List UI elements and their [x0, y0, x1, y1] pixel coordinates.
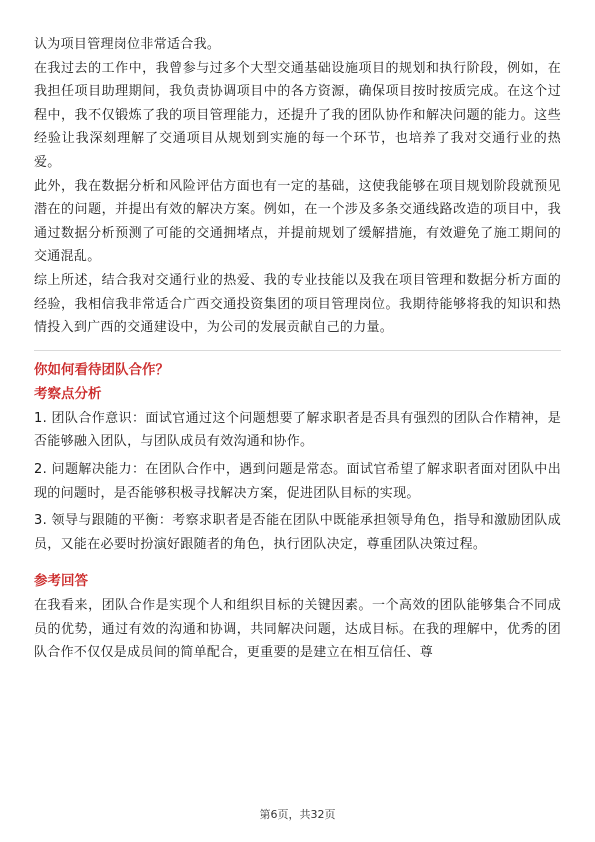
- analysis-heading: 考察点分析: [34, 385, 102, 402]
- spacer: [34, 560, 561, 568]
- document-page: [34, 33, 561, 665]
- answer-heading: 参考回答: [34, 573, 88, 590]
- paragraph-summary: 综上所述，结合我对交通行业的热爱、我的专业技能以及我在项目管理和数据分析方面的经验，我相信我非常适合广西交通投资集团的项目管理岗位。我期待能够将我的知识和热情投入到广西的交通建设中，为公司的发展贡献自己的力量。: [34, 272, 561, 336]
- paragraph-intro-tail: 认为项目管理岗位非常适合我。: [34, 37, 221, 52]
- analysis-point-1: 1. 团队合作意识：面试官通过这个问题想要了解求职者是否具有强烈的团队合作精神，是否能够融入团队，与团队成员有效沟通和协作。: [34, 410, 561, 450]
- paragraph-experience: 在我过去的工作中，我曾参与过多个大型交通基础设施项目的规划和执行阶段，例如，在我担任项目助理期间，我负责协调项目中的各方资源，确保项目按时按质完成。在这个过程中，我不仅锻炼了我的项目管理能力，还提升了我的团队协作和解决问题的能力。这些经验让我深刻理解了交通项目从规划到实施的每一个环节，也培养了我对交通行业的热爱。: [34, 60, 561, 170]
- page-number: 第6页，共32页: [259, 808, 336, 821]
- section-divider: [34, 350, 561, 351]
- analysis-point-3: 3. 领导与跟随的平衡：考察求职者是否能在团队中既能承担领导角色，指导和激励团队成员，又能在必要时扮演好跟随者的角色，执行团队决定，尊重团队决策过程。: [34, 513, 561, 552]
- analysis-point-2: 2. 问题解决能力：在团队合作中，遇到问题是常态。面试官希望了解求职者面对团队中出现的问题时，是否能够积极寻找解决方案，促进团队目标的实现。: [34, 461, 561, 501]
- question-title: 你如何看待团队合作？: [34, 361, 169, 378]
- answer-paragraph: 在我看来，团队合作是实现个人和组织目标的关键因素。一个高效的团队能够集合不同成员的优势，通过有效的沟通和协调，共同解决问题，达成目标。在我的理解中，优秀的团队合作不仅仅是成员间的简单配合，更重要的是建立在相互信任、尊: [34, 598, 561, 661]
- paragraph-data-analysis: 此外，我在数据分析和风险评估方面也有一定的基础，这使我能够在项目规划阶段就预见潜在的问题，并提出有效的解决方案。例如，在一个涉及多条交通线路改造的项目中，我通过数据分析预测了可能的交通拥堵点，并提前规划了缓解措施，有效避免了施工期间的交通混乱。: [34, 178, 561, 265]
